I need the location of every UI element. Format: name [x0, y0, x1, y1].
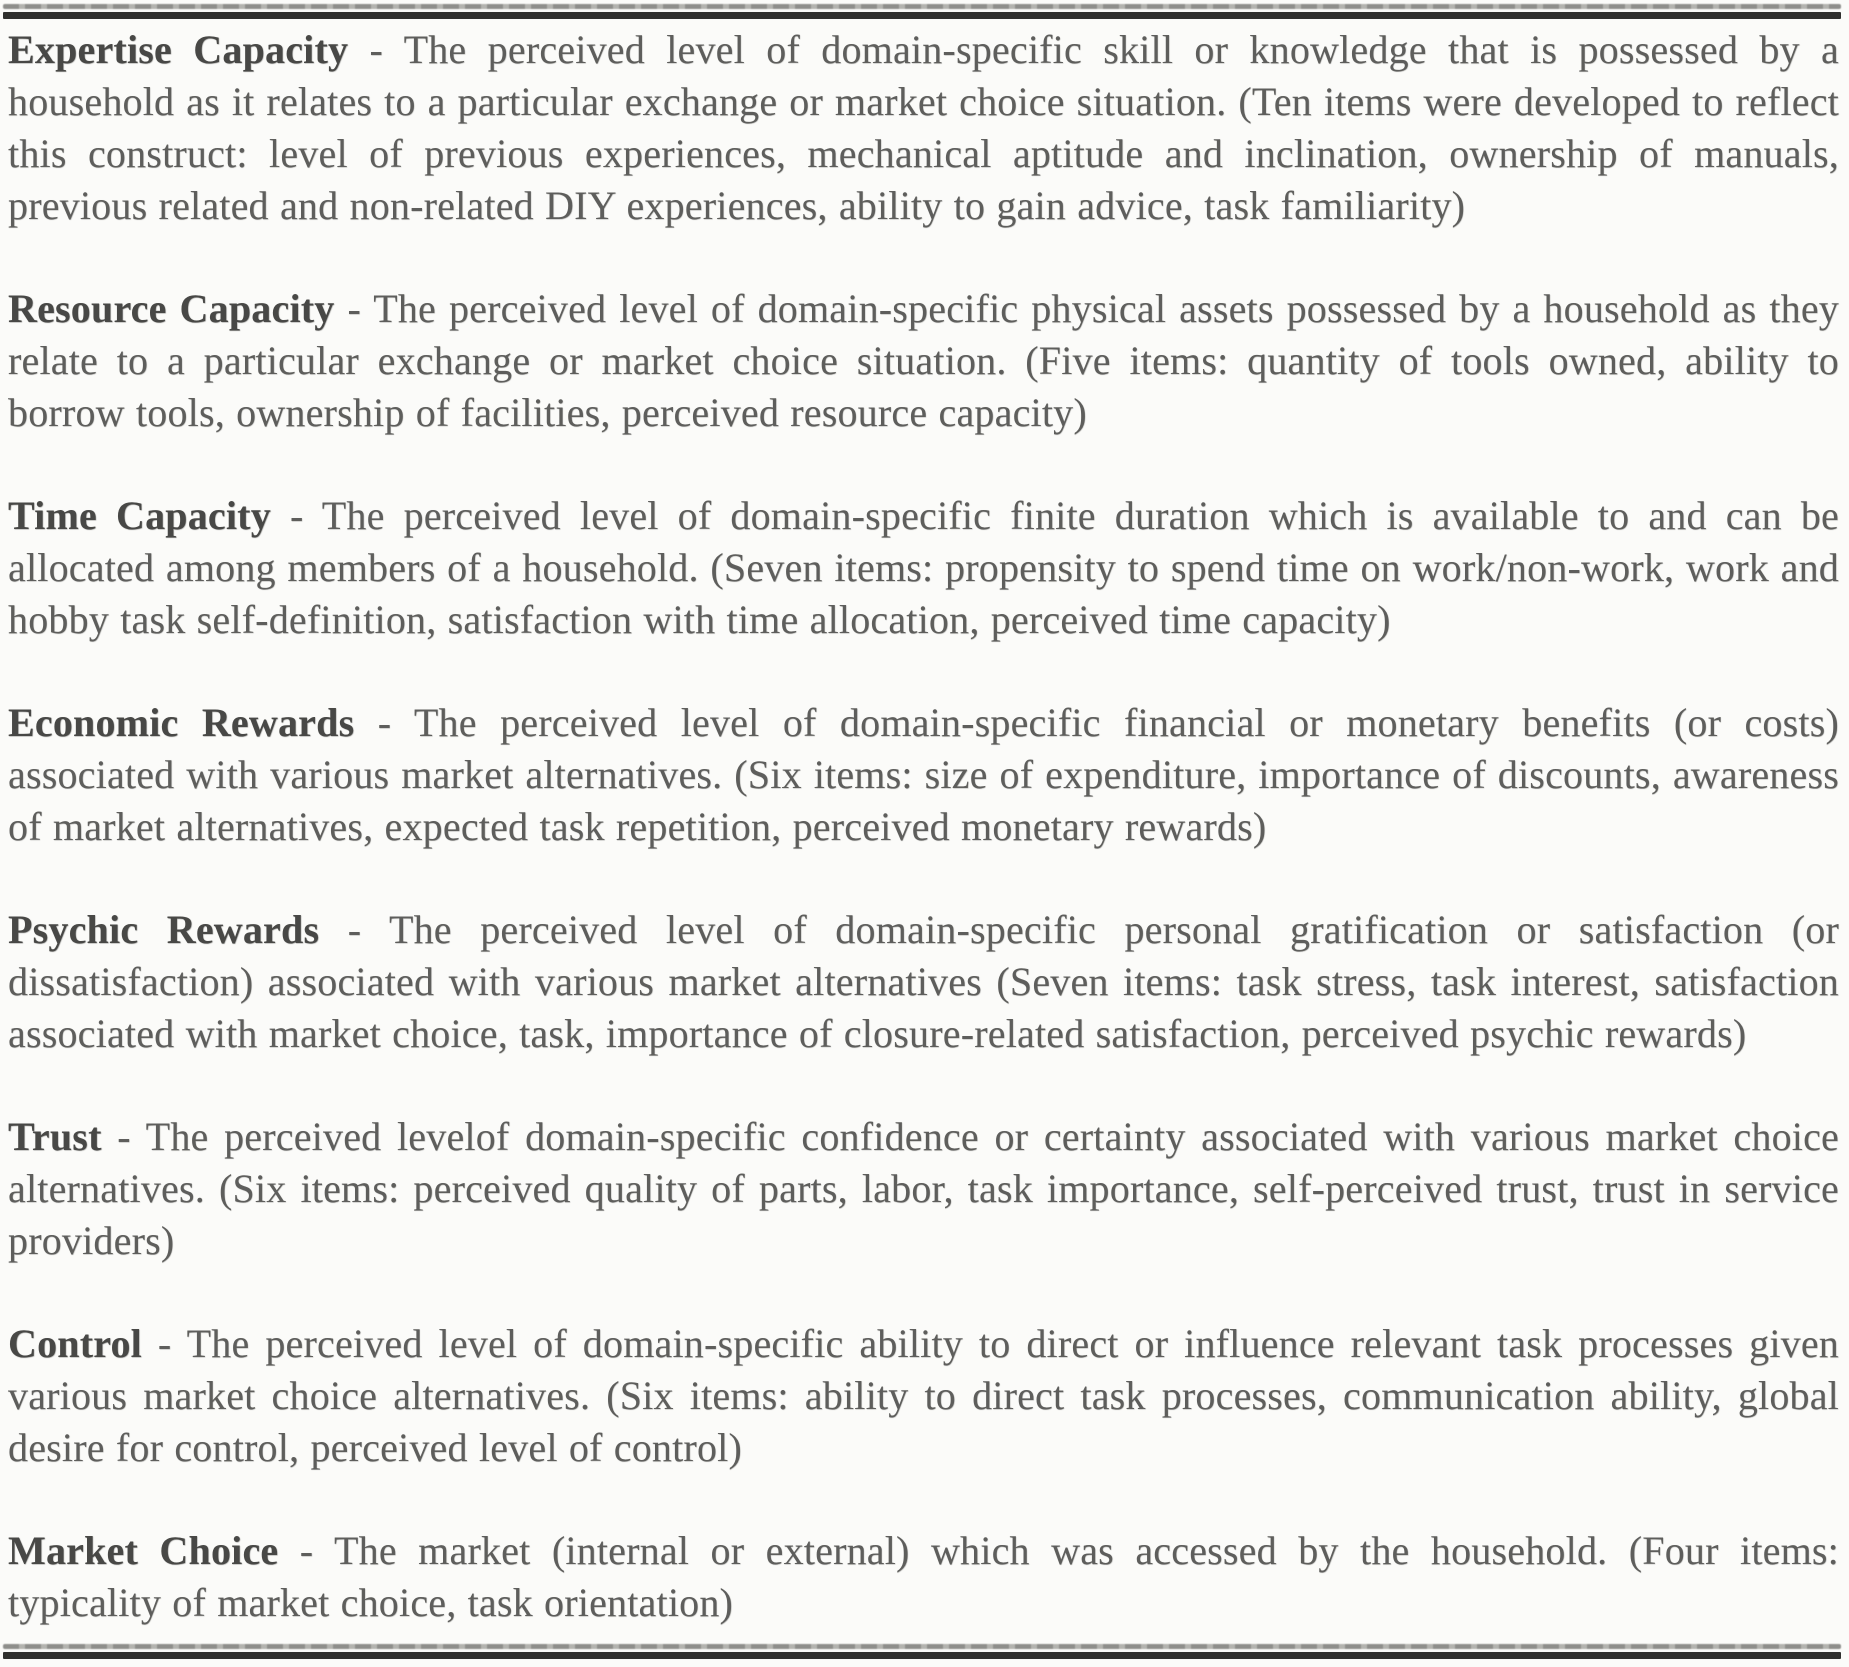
- term-label: Time Capacity: [8, 493, 271, 538]
- definition-market-choice: [8, 1525, 1839, 1629]
- term-label: Control: [8, 1321, 142, 1366]
- definition-text: - The perceived level of domain-specific ability to direct or influence relevant task processes given various market choice alternatives. (Six items: ability to direct task processes, communication ability, global desire for control, perceived level of control): [8, 1321, 1839, 1470]
- definition-time-capacity: [8, 490, 1839, 646]
- definition-text: - The perceived level of domain-specific physical assets possessed by a household as they relate to a particular exchange or market choice situation. (Five items: quantity of tools owned, ability to borrow tools, ownership of facilities, perceived resource capacity): [8, 286, 1839, 435]
- definition-resource-capacity: [8, 283, 1839, 439]
- definition-text: - The perceived level of domain-specific finite duration which is available to and can be allocated among members of a household. (Seven items: propensity to spend time on work/non-work, work and hobby task self-definition, satisfaction with time allocation, perceived time capacity): [8, 493, 1839, 642]
- construct-definitions-list: [8, 24, 1839, 1629]
- term-label: Resource Capacity: [8, 286, 335, 331]
- definition-text: - The perceived levelof domain-specific confidence or certainty associated with various market choice alternatives. (Six items: perceived quality of parts, labor, task importance, self-perceived trust, trust in service providers): [8, 1114, 1839, 1263]
- top-rule-thin-line: [3, 4, 1841, 9]
- definition-text: - The perceived level of domain-specific skill or knowledge that is possessed by a household as it relates to a particular exchange or market choice situation. (Ten items were developed to reflect this construct: level of previous experiences, mechanical aptitude and inclination, ownership of manuals, previous related and non-related DIY experiences, ability to gain advice, task familiarity): [8, 27, 1839, 228]
- bottom-rule-thick-line: [3, 1652, 1841, 1659]
- bottom-rule: [3, 1644, 1841, 1659]
- definition-text: - The market (internal or external) which was accessed by the household. (Four items: typicality of market choice, task orientation): [8, 1528, 1839, 1625]
- definition-text: - The perceived level of domain-specific personal gratification or satisfaction (or dissatisfaction) associated with various market alternatives (Seven items: task stress, task interest, satisfaction associated with market choice, task, importance of closure-related satisfaction, perceived psychic rewards): [8, 907, 1840, 1056]
- term-label: Expertise Capacity: [8, 27, 349, 72]
- definition-psychic-rewards: [8, 904, 1839, 1060]
- term-label: Market Choice: [8, 1528, 279, 1573]
- term-label: Psychic Rewards: [8, 907, 320, 952]
- definition-expertise-capacity: [8, 24, 1839, 232]
- top-rule: [3, 4, 1841, 19]
- bottom-rule-thin-line: [3, 1644, 1841, 1649]
- term-label: Economic Rewards: [8, 700, 355, 745]
- definition-trust: [8, 1111, 1839, 1267]
- definition-economic-rewards: [8, 697, 1839, 853]
- top-rule-thick-line: [3, 12, 1841, 19]
- definition-text: - The perceived level of domain-specific financial or monetary benefits (or costs) associated with various market alternatives. (Six items: size of expenditure, importance of discounts, awareness of market alternatives, expected task repetition, perceived monetary rewards): [8, 700, 1839, 849]
- term-label: Trust: [8, 1114, 102, 1159]
- definition-control: [8, 1318, 1839, 1474]
